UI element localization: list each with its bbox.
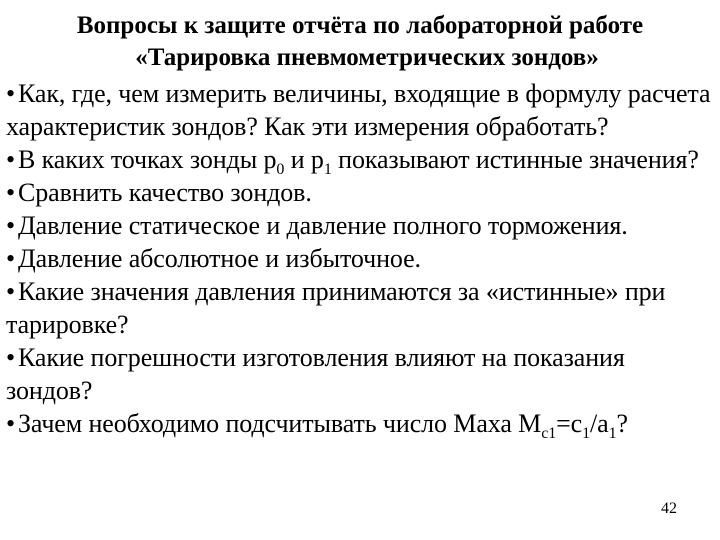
subscript: 0 — [276, 161, 285, 178]
question-item — [6, 209, 716, 242]
question-text-part: /a — [590, 409, 609, 438]
bullet-marker: • — [6, 178, 16, 207]
slide-title — [0, 10, 720, 74]
question-text-part: =c — [556, 409, 583, 438]
bullet-marker: • — [6, 343, 16, 372]
question-text: Какие значения давления принимаются за «истинные» при тарировке? — [6, 277, 666, 339]
question-text-part: и р — [284, 145, 324, 174]
subscript: c1 — [541, 425, 557, 442]
question-text: Давление абсолютное и избыточное. — [18, 244, 421, 273]
page-number: 42 — [661, 500, 677, 517]
question-item — [6, 407, 716, 440]
bullet-marker: • — [6, 145, 16, 174]
question-text: Давление статическое и давление полного торможения. — [18, 211, 628, 240]
question-item — [6, 275, 716, 341]
question-text-part: показывают истинные значения? — [331, 145, 699, 174]
subscript: 1 — [323, 161, 332, 178]
question-list — [6, 77, 716, 440]
title-line-2: «Тарировка пневмометрических зондов» — [135, 44, 599, 71]
bullet-marker: • — [6, 79, 16, 108]
bullet-marker: • — [6, 277, 16, 306]
question-text: Как, где, чем измерить величины, входящие в формулу расчета характеристик зондов? Как эти измерения обработать? — [6, 79, 711, 141]
question-item — [6, 77, 716, 143]
title-line-1: Вопросы к защите отчёта по лабораторной работе — [76, 12, 644, 39]
bullet-marker: • — [6, 244, 16, 273]
question-text-part: ? — [616, 409, 628, 438]
question-item — [6, 143, 716, 176]
subscript: 1 — [608, 425, 617, 442]
question-text: Какие погрешности изготовления влияют на показания зондов? — [6, 343, 625, 405]
question-text: Сравнить качество зондов. — [18, 178, 312, 207]
question-text-part: В каких точках зонды р — [18, 145, 277, 174]
question-text-part: Зачем необходимо подсчитывать число Маха М — [18, 409, 542, 438]
bullet-marker: • — [6, 211, 16, 240]
question-item — [6, 341, 716, 407]
question-item — [6, 242, 716, 275]
bullet-marker: • — [6, 409, 16, 438]
subscript: 1 — [582, 425, 591, 442]
question-item — [6, 176, 716, 209]
